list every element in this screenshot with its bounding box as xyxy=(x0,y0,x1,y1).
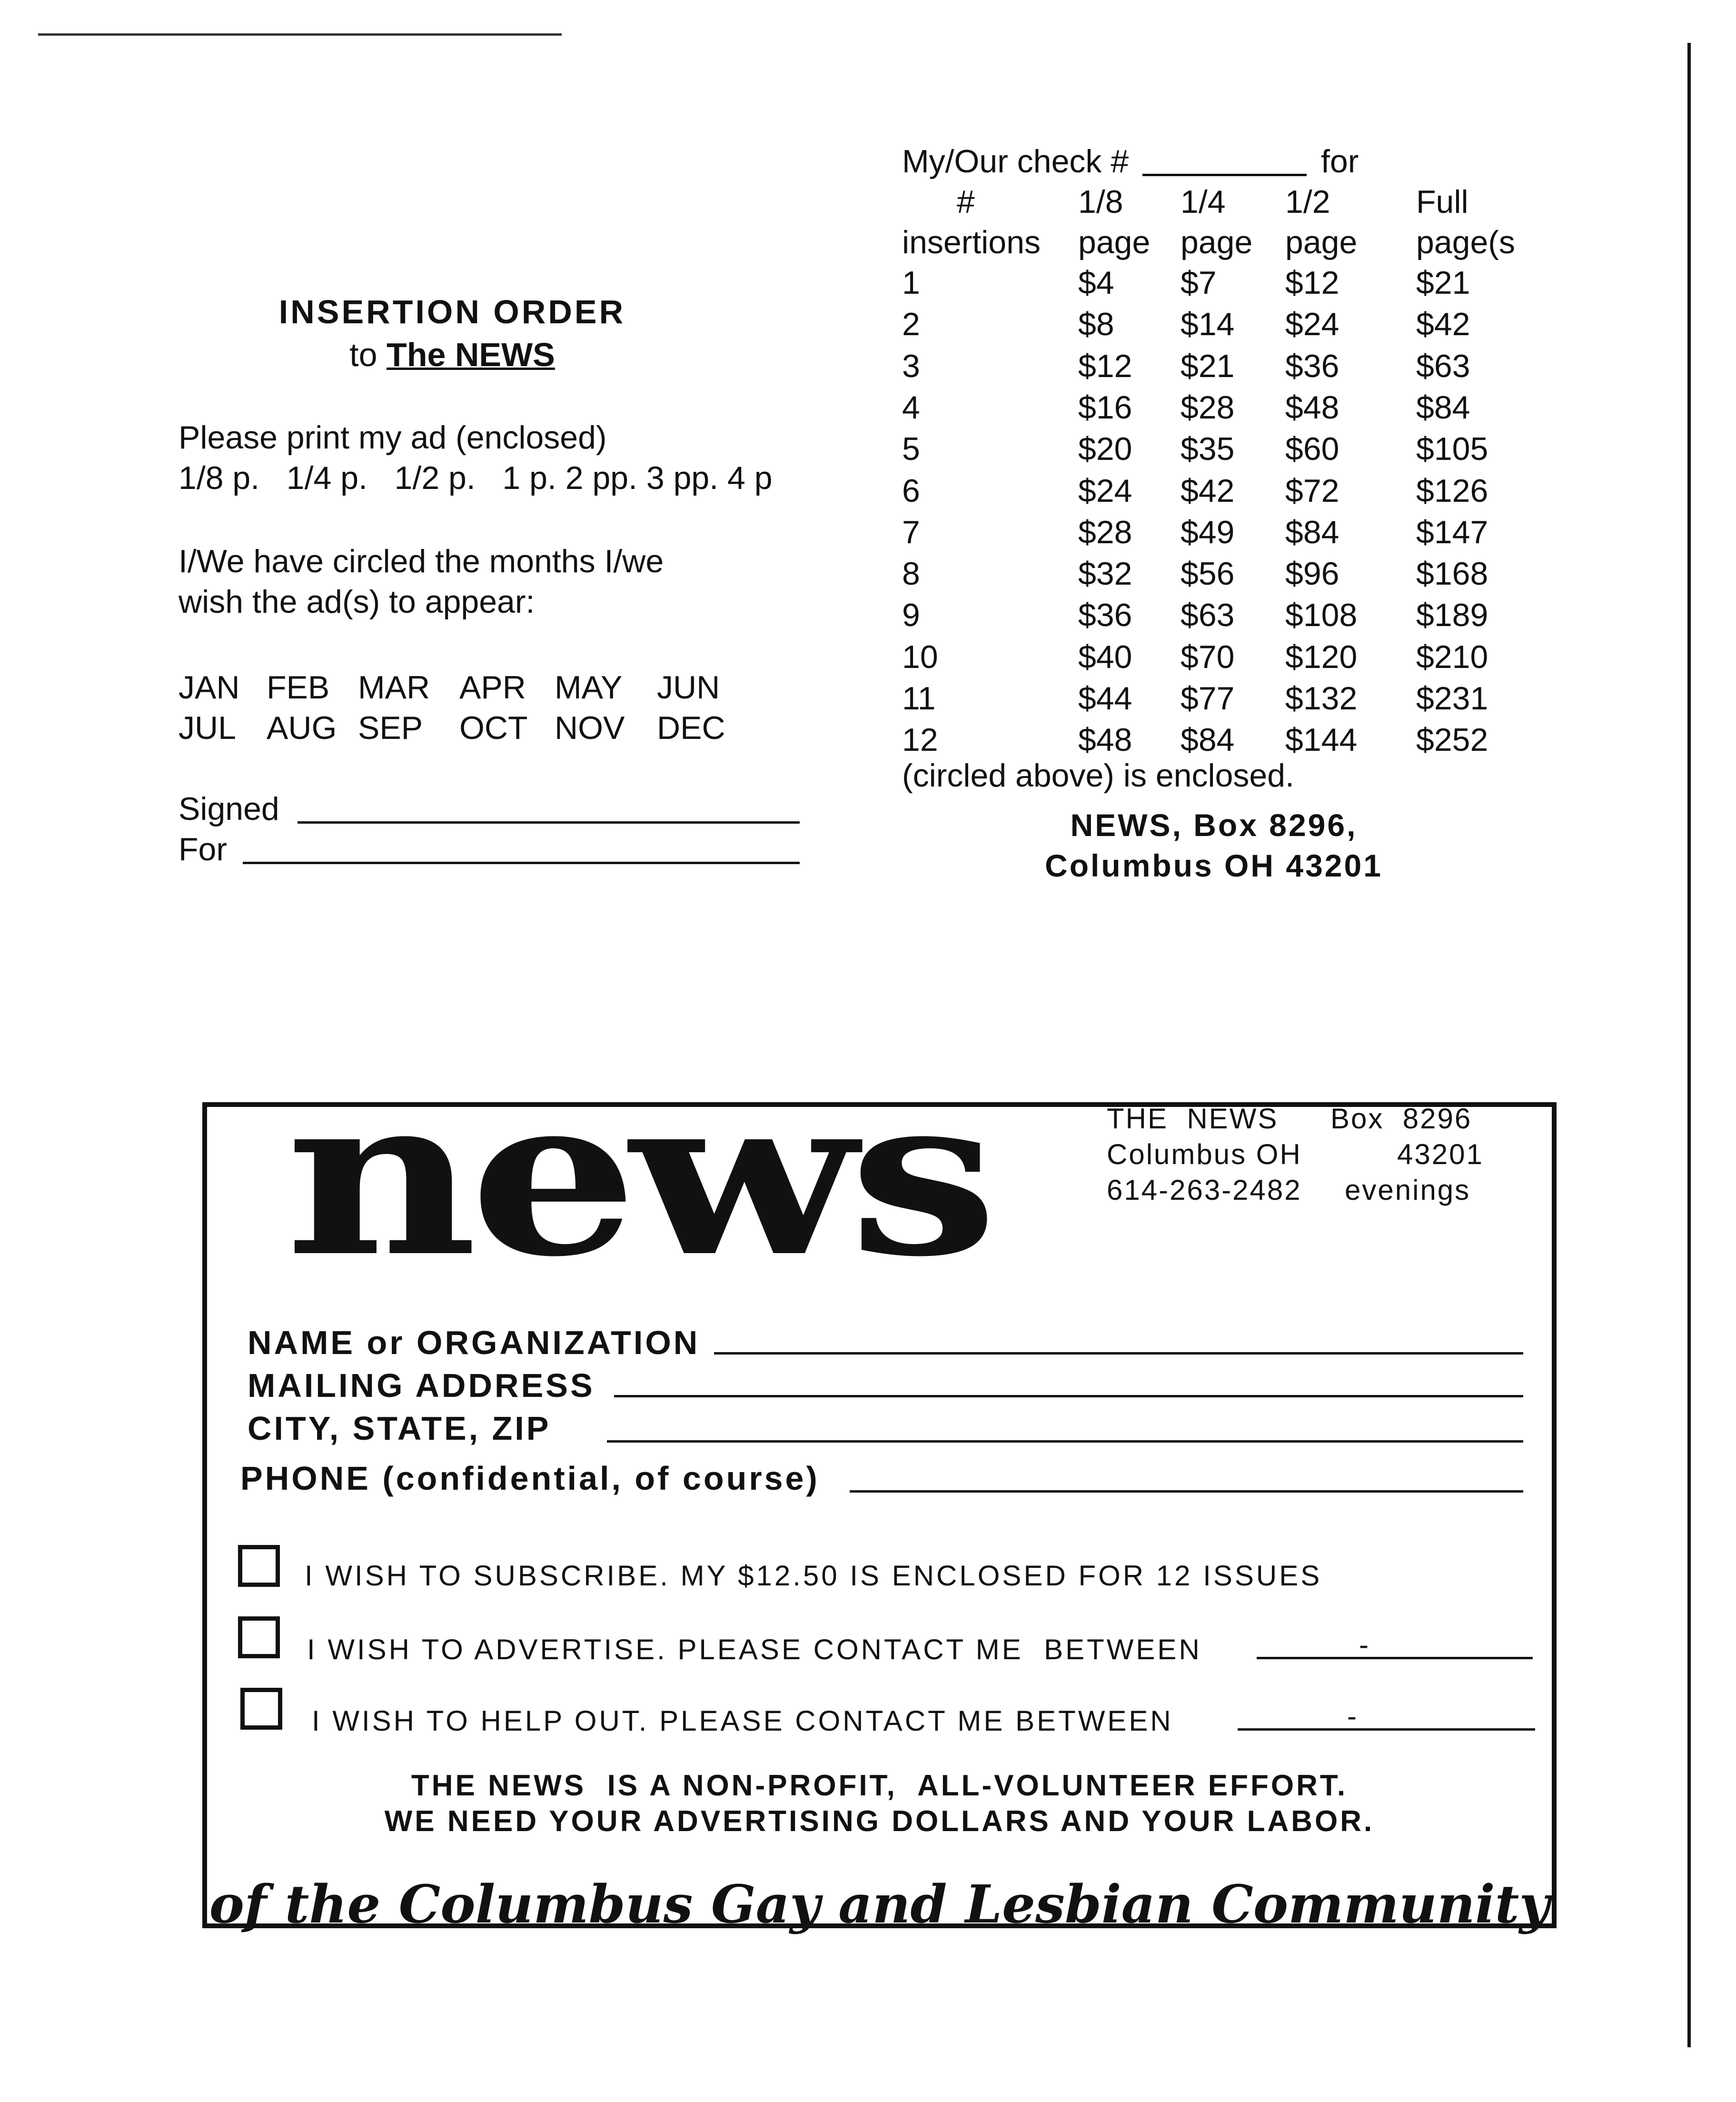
rate-row xyxy=(0,514,1736,554)
contact-city: Columbus OH xyxy=(1107,1138,1302,1170)
contact-line-3 xyxy=(1107,1174,1471,1206)
recipient-prefix: to xyxy=(349,336,377,373)
rate-row xyxy=(0,389,1736,429)
help-checkbox[interactable] xyxy=(240,1688,282,1730)
name-label: NAME or ORGANIZATION xyxy=(248,1324,700,1361)
rate-row xyxy=(0,264,1736,305)
month-sep[interactable]: SEP xyxy=(358,710,423,746)
rate-cell-full-page: $231 xyxy=(1416,680,1488,717)
rate-cell-half-page: $60 xyxy=(1285,431,1339,467)
rate-cell-insertions: 11 xyxy=(902,680,936,717)
rate-row xyxy=(0,597,1736,637)
month-jul[interactable]: JUL xyxy=(179,710,236,746)
rate-cell-half-page: $84 xyxy=(1285,514,1339,550)
phone-field[interactable] xyxy=(850,1490,1523,1493)
header-page-half: page xyxy=(1285,224,1358,260)
check-prefix: My/Our check # xyxy=(902,143,1129,179)
for-field[interactable] xyxy=(243,862,800,864)
header-eighth: 1/8 xyxy=(1078,184,1123,220)
help-range-dash: - xyxy=(1347,1700,1359,1732)
contact-zip: 43201 xyxy=(1397,1138,1484,1170)
rate-cell-quarter-page: $70 xyxy=(1180,639,1235,675)
rate-cell-eighth-page: $20 xyxy=(1078,431,1132,467)
rate-cell-quarter-page: $21 xyxy=(1180,348,1235,384)
rate-row xyxy=(0,430,1736,471)
rate-cell-insertions: 1 xyxy=(902,265,920,301)
rate-cell-insertions: 5 xyxy=(902,431,920,467)
rate-row xyxy=(0,348,1736,388)
rate-cell-quarter-page: $7 xyxy=(1180,265,1217,301)
rate-cell-insertions: 2 xyxy=(902,306,920,342)
month-feb[interactable]: FEB xyxy=(267,669,330,706)
header-insertions: insertions xyxy=(902,224,1041,260)
rate-cell-quarter-page: $63 xyxy=(1180,597,1235,633)
rate-cell-full-page: $147 xyxy=(1416,514,1488,550)
rate-cell-quarter-page: $84 xyxy=(1180,722,1235,758)
rate-cell-quarter-page: $14 xyxy=(1180,306,1235,342)
rate-cell-eighth-page: $4 xyxy=(1078,265,1114,301)
rate-cell-eighth-page: $12 xyxy=(1078,348,1132,384)
subscribe-option-label: I WISH TO SUBSCRIBE. MY $12.50 IS ENCLOSED FOR 12 ISSUES xyxy=(305,1560,1322,1592)
rate-cell-full-page: $42 xyxy=(1416,306,1470,342)
rate-cell-insertions: 10 xyxy=(902,639,938,675)
rate-cell-full-page: $189 xyxy=(1416,597,1488,633)
rate-cell-half-page: $12 xyxy=(1285,265,1339,301)
month-jan[interactable]: JAN xyxy=(179,669,240,706)
rate-row xyxy=(0,555,1736,596)
rate-cell-eighth-page: $24 xyxy=(1078,473,1132,509)
rate-row xyxy=(0,721,1736,762)
rate-row xyxy=(0,472,1736,513)
city-label: CITY, STATE, ZIP xyxy=(248,1410,551,1447)
rate-cell-full-page: $168 xyxy=(1416,556,1488,592)
nonprofit-line-2: WE NEED YOUR ADVERTISING DOLLARS AND YOUR LABOR. xyxy=(384,1805,1375,1838)
help-option-label: I WISH TO HELP OUT. PLEASE CONTACT ME BETWEEN xyxy=(312,1705,1173,1737)
advertise-range-dash: - xyxy=(1359,1629,1371,1661)
advertise-time-field[interactable] xyxy=(1257,1657,1533,1659)
rate-cell-insertions: 9 xyxy=(902,597,920,633)
address-label: MAILING ADDRESS xyxy=(248,1367,595,1404)
rate-cell-insertions: 4 xyxy=(902,389,920,426)
rate-cell-full-page: $63 xyxy=(1416,348,1470,384)
rate-row xyxy=(0,680,1736,720)
phone-label: PHONE (confidential, of course) xyxy=(240,1460,820,1497)
rate-cell-eighth-page: $40 xyxy=(1078,639,1132,675)
contact-name: THE NEWS xyxy=(1107,1103,1279,1135)
rate-cell-half-page: $120 xyxy=(1285,639,1358,675)
month-aug[interactable]: AUG xyxy=(267,710,337,746)
rate-cell-full-page: $84 xyxy=(1416,389,1470,426)
rate-cell-insertions: 12 xyxy=(902,722,938,758)
rate-cell-insertions: 8 xyxy=(902,556,920,592)
contact-box: Box 8296 xyxy=(1330,1103,1472,1135)
contact-line-2 xyxy=(1107,1138,1484,1171)
insertion-order-title: INSERTION ORDER xyxy=(278,293,626,330)
rate-row xyxy=(0,638,1736,679)
mail-address-line2: Columbus OH 43201 xyxy=(1045,848,1383,883)
city-field[interactable] xyxy=(607,1440,1523,1443)
month-oct[interactable]: OCT xyxy=(459,710,528,746)
rate-cell-eighth-page: $48 xyxy=(1078,722,1132,758)
rate-cell-full-page: $21 xyxy=(1416,265,1470,301)
recipient-name: The NEWS xyxy=(386,336,555,373)
rate-cell-eighth-page: $36 xyxy=(1078,597,1132,633)
mail-address-line1: NEWS, Box 8296, xyxy=(1070,807,1358,843)
rate-cell-full-page: $126 xyxy=(1416,473,1488,509)
rate-cell-quarter-page: $35 xyxy=(1180,431,1235,467)
address-field[interactable] xyxy=(614,1395,1523,1397)
rate-cell-quarter-page: $28 xyxy=(1180,389,1235,426)
check-number-field[interactable] xyxy=(1142,174,1307,176)
month-mar[interactable]: MAR xyxy=(358,669,430,706)
rate-cell-eighth-page: $32 xyxy=(1078,556,1132,592)
rate-cell-full-page: $252 xyxy=(1416,722,1488,758)
rate-cell-half-page: $36 xyxy=(1285,348,1339,384)
month-nov[interactable]: NOV xyxy=(555,710,625,746)
name-field[interactable] xyxy=(714,1352,1523,1355)
nonprofit-line-1: THE NEWS IS A NON-PROFIT, ALL-VOLUNTEER EFFORT. xyxy=(411,1769,1348,1802)
print-request: Please print my ad (enclosed) xyxy=(179,419,607,456)
rate-cell-eighth-page: $44 xyxy=(1078,680,1132,717)
rate-header-row1 xyxy=(0,183,1736,224)
header-page-eighth: page xyxy=(1078,224,1151,260)
for-label: For xyxy=(179,831,227,867)
subscribe-checkbox[interactable] xyxy=(238,1545,280,1587)
rate-cell-quarter-page: $42 xyxy=(1180,473,1235,509)
rate-cell-half-page: $72 xyxy=(1285,473,1339,509)
rate-cell-quarter-page: $77 xyxy=(1180,680,1235,717)
rate-cell-quarter-page: $49 xyxy=(1180,514,1235,550)
header-count: # xyxy=(957,184,975,220)
signed-field[interactable] xyxy=(298,821,800,824)
top-rule xyxy=(38,33,562,36)
rate-cell-eighth-page: $16 xyxy=(1078,389,1132,426)
month-may[interactable]: MAY xyxy=(555,669,623,706)
rate-cell-insertions: 6 xyxy=(902,473,920,509)
help-time-field[interactable] xyxy=(1238,1728,1535,1731)
rate-cell-half-page: $132 xyxy=(1285,680,1358,717)
rate-cell-insertions: 7 xyxy=(902,514,920,550)
rate-cell-half-page: $96 xyxy=(1285,556,1339,592)
header-quarter: 1/4 xyxy=(1180,184,1226,220)
enclosed-note: (circled above) is enclosed. xyxy=(902,757,1294,794)
months-intro-line2: wish the ad(s) to appear: xyxy=(179,584,535,620)
contact-phone: 614-263-2482 xyxy=(1107,1174,1302,1206)
rate-cell-full-page: $210 xyxy=(1416,639,1488,675)
rate-cell-eighth-page: $28 xyxy=(1078,514,1132,550)
header-page-full: page(s xyxy=(1416,224,1515,260)
rate-header-row2 xyxy=(0,224,1736,264)
advertise-option-label: I WISH TO ADVERTISE. PLEASE CONTACT ME BETWEEN xyxy=(307,1634,1202,1665)
rate-cell-quarter-page: $56 xyxy=(1180,556,1235,592)
contact-hours: evenings xyxy=(1345,1174,1471,1206)
header-full: Full xyxy=(1416,184,1468,220)
ad-size-options[interactable]: 1/8 p. 1/4 p. 1/2 p. 1 p. 2 pp. 3 pp. 4 p xyxy=(179,460,773,496)
rate-cell-half-page: $108 xyxy=(1285,597,1358,633)
contact-line-1 xyxy=(1107,1102,1472,1135)
rate-cell-full-page: $105 xyxy=(1416,431,1488,467)
rate-cell-half-page: $48 xyxy=(1285,389,1339,426)
month-dec[interactable]: DEC xyxy=(657,710,725,746)
months-intro-line1: I/We have circled the months I/we xyxy=(179,543,664,579)
check-suffix: for xyxy=(1321,143,1359,179)
month-apr[interactable]: APR xyxy=(459,669,526,706)
month-jun[interactable]: JUN xyxy=(657,669,720,706)
rate-cell-half-page: $24 xyxy=(1285,306,1339,342)
rate-cell-eighth-page: $8 xyxy=(1078,306,1114,342)
news-logo: news xyxy=(286,1047,990,1305)
rate-row xyxy=(0,306,1736,346)
rate-cell-insertions: 3 xyxy=(902,348,920,384)
rate-cell-half-page: $144 xyxy=(1285,722,1358,758)
advertise-checkbox[interactable] xyxy=(238,1616,280,1658)
header-half: 1/2 xyxy=(1285,184,1330,220)
header-page-quarter: page xyxy=(1180,224,1253,260)
signed-label: Signed xyxy=(179,791,279,827)
community-tagline: of the Columbus Gay and Lesbian Community xyxy=(209,1873,1550,1935)
